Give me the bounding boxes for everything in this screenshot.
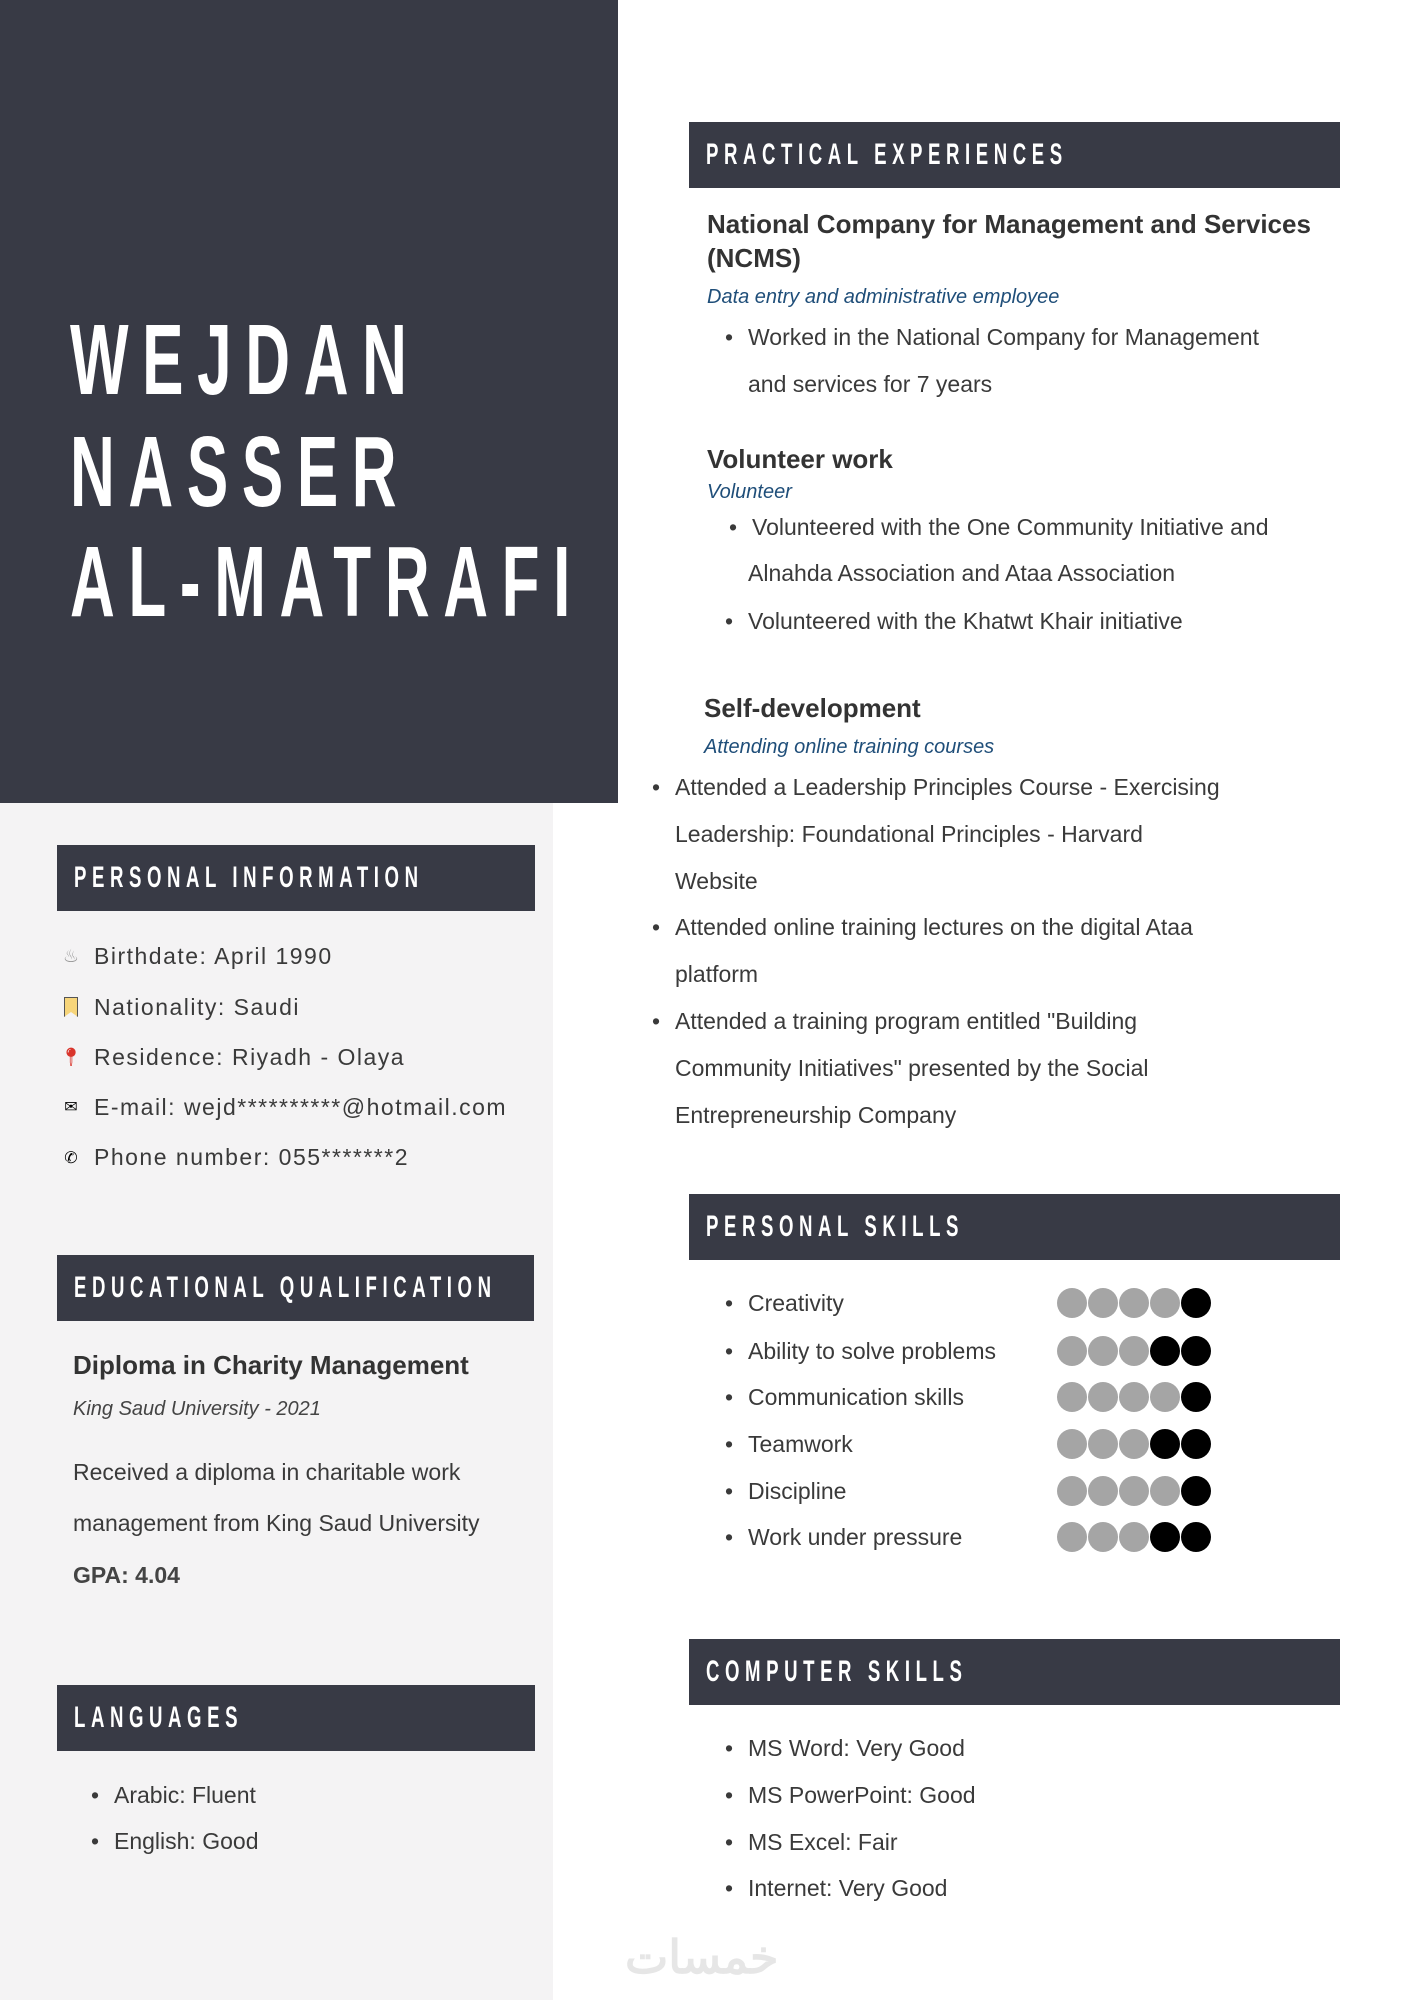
skill-rating xyxy=(1057,1288,1212,1318)
section-title: EDUCATIONAL QUALIFICATION xyxy=(74,1271,497,1304)
rating-dot xyxy=(1150,1336,1180,1366)
section-title: PERSONAL INFORMATION xyxy=(74,861,424,894)
rating-dot xyxy=(1057,1288,1087,1318)
rating-dot xyxy=(1181,1382,1211,1412)
rating-dot xyxy=(1119,1522,1149,1552)
job-org: National Company for Management and Services xyxy=(707,209,1311,239)
computer-skill: • MS Excel: Fair xyxy=(748,1822,898,1862)
rating-dot xyxy=(1088,1522,1118,1552)
degree-title: Diploma in Charity Management xyxy=(73,1350,469,1380)
skill-label: • Teamwork xyxy=(748,1424,853,1464)
job-bullet: • Attended online training lectures on the digital Ataa xyxy=(675,907,1193,947)
job-bullet: • Volunteered with the One Community Initiative and xyxy=(752,507,1269,547)
skill-rating xyxy=(1057,1382,1212,1412)
rating-dot xyxy=(1057,1476,1087,1506)
skill-label: • Work under pressure xyxy=(748,1517,962,1557)
job-bullet: • Worked in the National Company for Management xyxy=(748,317,1259,357)
rating-dot xyxy=(1150,1522,1180,1552)
job-role: Volunteer xyxy=(707,481,792,503)
rating-dot xyxy=(1181,1476,1211,1506)
rating-dot xyxy=(1088,1429,1118,1459)
computer-skills-header xyxy=(689,1639,1340,1705)
job-bullet: • Volunteered with the Khatwt Khair initiative xyxy=(748,601,1183,641)
rating-dot xyxy=(1181,1336,1211,1366)
rating-dot xyxy=(1119,1288,1149,1318)
experience-header xyxy=(689,122,1340,188)
name-line-1: WEJDAN xyxy=(70,304,421,416)
name-line-3: AL-MATRAFI xyxy=(70,526,585,638)
watermark-logo: خمسات xyxy=(625,1931,779,1983)
section-title: PERSONAL SKILLS xyxy=(706,1210,965,1243)
job-bullet-cont: Alnahda Association and Ataa Association xyxy=(748,560,1176,586)
skill-rating xyxy=(1057,1522,1212,1552)
cake-icon: ♨ xyxy=(62,945,80,966)
skill-rating xyxy=(1057,1336,1212,1366)
rating-dot xyxy=(1150,1382,1180,1412)
job-org: Self-development xyxy=(704,693,921,723)
rating-dot xyxy=(1088,1288,1118,1318)
job-bullet-cont: Community Initiatives" presented by the Social xyxy=(675,1055,1149,1081)
rating-dot xyxy=(1150,1476,1180,1506)
rating-dot xyxy=(1181,1429,1211,1459)
skill-rating xyxy=(1057,1429,1212,1459)
job-bullet-cont: Website xyxy=(675,868,758,894)
computer-skill: • MS Word: Very Good xyxy=(748,1728,965,1768)
rating-dot xyxy=(1150,1429,1180,1459)
birthdate: Birthdate: April 1990 xyxy=(94,943,333,969)
job-org: Volunteer work xyxy=(707,444,893,474)
rating-dot xyxy=(1181,1288,1211,1318)
language-item: • Arabic: Fluent xyxy=(114,1775,256,1815)
skill-label: • Creativity xyxy=(748,1283,844,1323)
rating-dot xyxy=(1057,1336,1087,1366)
phone-icon: ✆ xyxy=(64,1150,78,1167)
skill-label: • Discipline xyxy=(748,1471,846,1511)
section-title: COMPUTER SKILLS xyxy=(706,1655,968,1688)
job-role: Attending online training courses xyxy=(704,736,995,758)
computer-skill: • Internet: Very Good xyxy=(748,1868,947,1908)
gpa: GPA: 4.04 xyxy=(73,1562,180,1588)
bookmark-icon xyxy=(60,996,82,1018)
job-org: (NCMS) xyxy=(707,243,801,273)
rating-dot xyxy=(1088,1382,1118,1412)
personal-skills-header xyxy=(689,1194,1340,1260)
envelope-icon: ✉ xyxy=(64,1099,78,1116)
language-item: • English: Good xyxy=(114,1821,258,1861)
languages-header xyxy=(57,1685,535,1751)
rating-dot xyxy=(1119,1429,1149,1459)
phone: Phone number: 055*******2 xyxy=(94,1144,409,1170)
skill-rating xyxy=(1057,1476,1212,1506)
rating-dot xyxy=(1057,1382,1087,1412)
job-bullet-cont: platform xyxy=(675,961,759,987)
job-bullet: • Attended a Leadership Principles Course - Exercising xyxy=(675,767,1220,807)
rating-dot xyxy=(1088,1476,1118,1506)
section-title: PRACTICAL EXPERIENCES xyxy=(706,138,1068,171)
rating-dot xyxy=(1119,1336,1149,1366)
name-line-2: NASSER xyxy=(70,416,411,528)
school: King Saud University - 2021 xyxy=(73,1398,321,1420)
rating-dot xyxy=(1088,1336,1118,1366)
job-bullet-cont: and services for 7 years xyxy=(748,371,993,397)
skill-label: • Ability to solve problems xyxy=(748,1331,996,1371)
personal-info-header xyxy=(57,845,535,911)
education-header xyxy=(57,1255,534,1321)
job-role: Data entry and administrative employee xyxy=(707,286,1060,308)
rating-dot xyxy=(1150,1288,1180,1318)
education-desc: management from King Saud University xyxy=(73,1510,480,1536)
section-title: LANGUAGES xyxy=(74,1701,244,1734)
rating-dot xyxy=(1119,1476,1149,1506)
job-bullet-cont: Entrepreneurship Company xyxy=(675,1102,957,1128)
nationality: Nationality: Saudi xyxy=(94,994,300,1020)
email: E-mail: wejd**********@hotmail.com xyxy=(94,1094,508,1120)
rating-dot xyxy=(1181,1522,1211,1552)
computer-skill: • MS PowerPoint: Good xyxy=(748,1775,976,1815)
rating-dot xyxy=(1119,1382,1149,1412)
rating-dot xyxy=(1057,1522,1087,1552)
job-bullet-cont: Leadership: Foundational Principles - Harvard xyxy=(675,821,1143,847)
education-desc: Received a diploma in charitable work xyxy=(73,1459,461,1485)
rating-dot xyxy=(1057,1429,1087,1459)
skill-label: • Communication skills xyxy=(748,1377,964,1417)
residence: Residence: Riyadh - Olaya xyxy=(94,1044,406,1070)
job-bullet: • Attended a training program entitled "Building xyxy=(675,1001,1137,1041)
location-pin-icon: 📍︎ xyxy=(59,1046,83,1067)
